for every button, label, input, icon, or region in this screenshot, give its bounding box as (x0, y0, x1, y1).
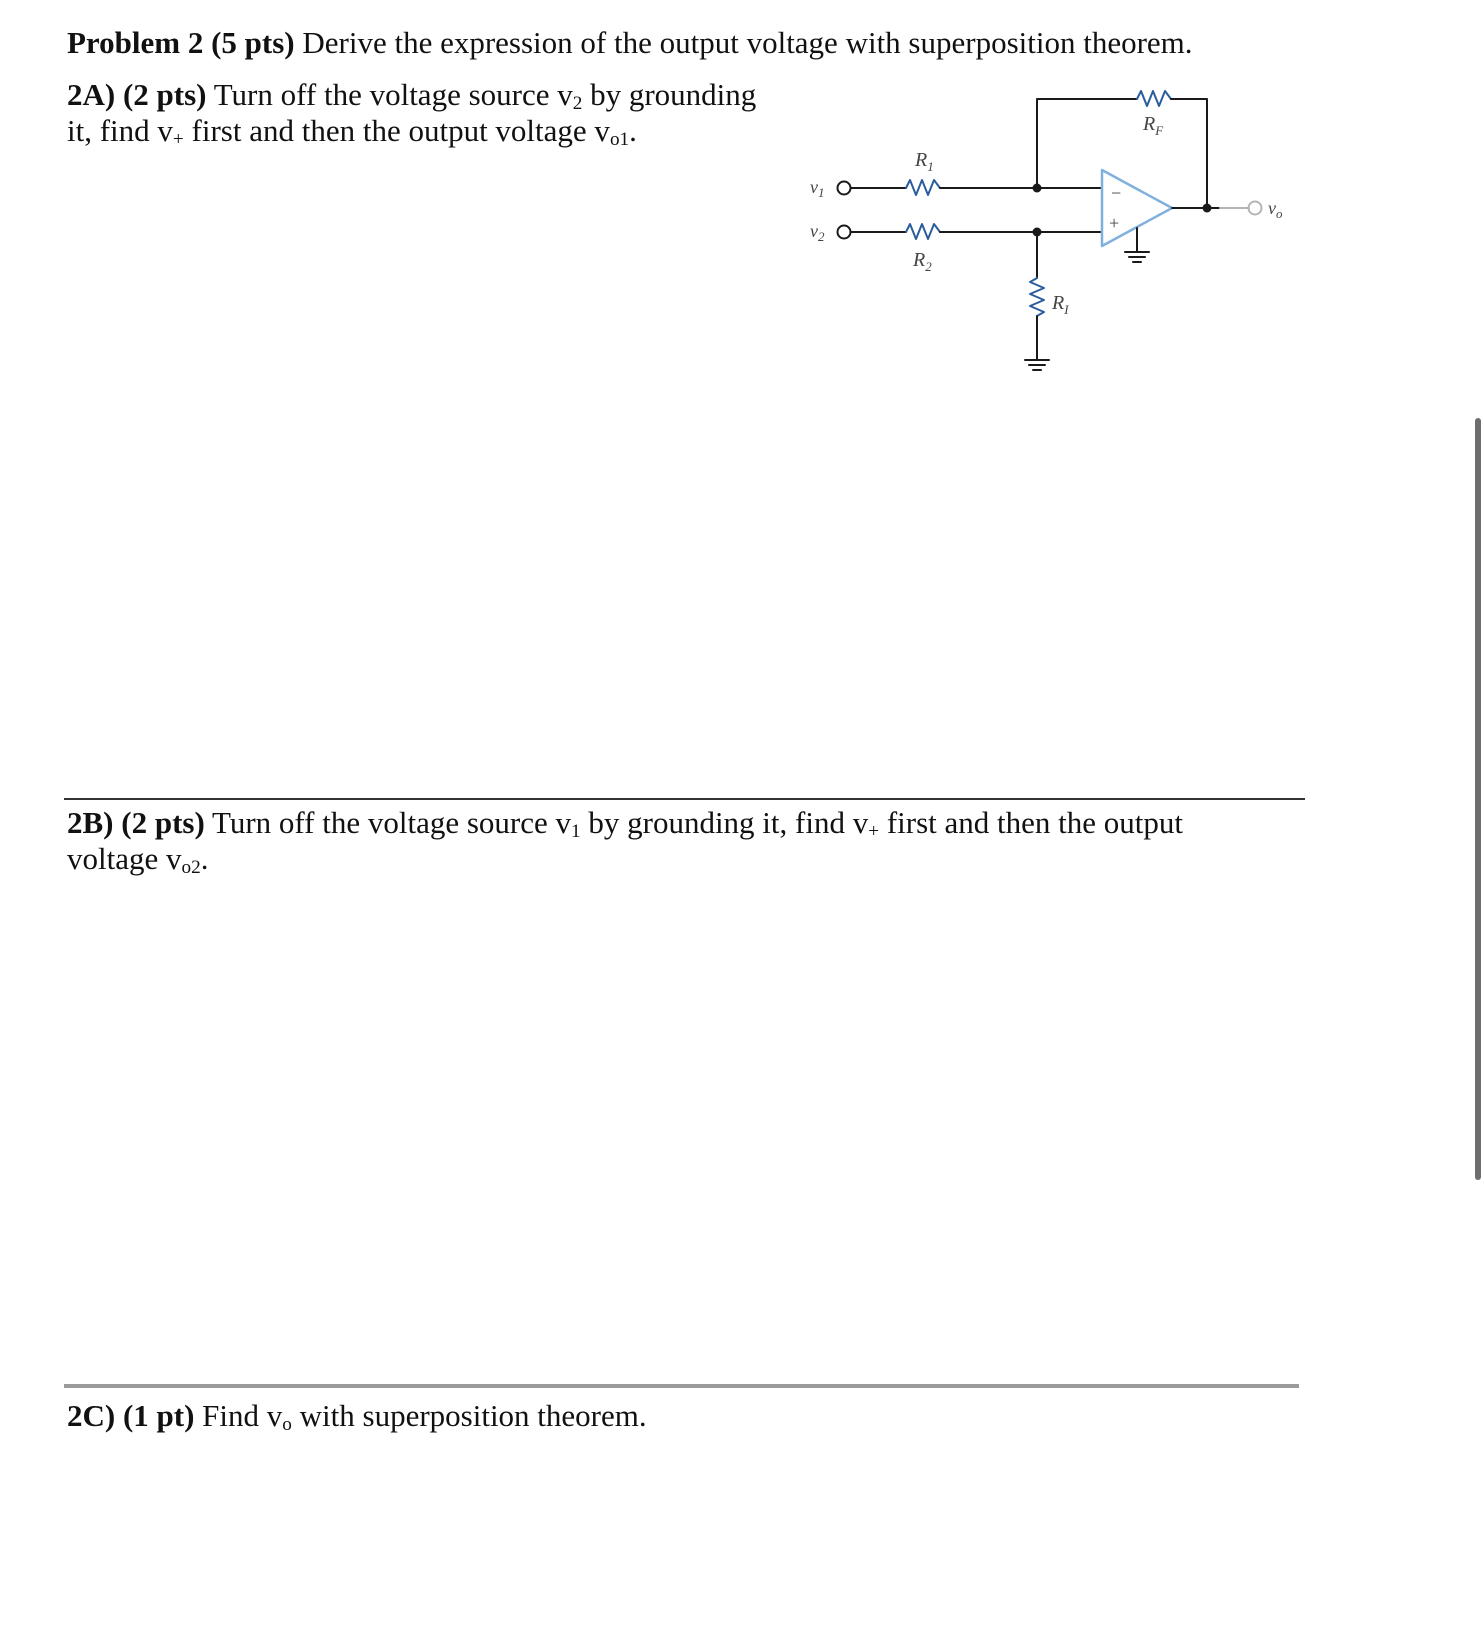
ground-symbol-ri (1025, 360, 1049, 370)
subscript: o1 (609, 129, 630, 150)
part-b-text: Turn off the voltage source v (211, 805, 572, 840)
r1-resistor (906, 180, 940, 195)
v2-label: $v_2$ (810, 221, 825, 244)
part-b-text: voltage v (67, 841, 182, 876)
vertical-scrollbar[interactable] (1475, 418, 1481, 1180)
subscript: + (868, 821, 880, 842)
part-b-text: first and then the output (886, 805, 1183, 840)
ri-label: $R_I$ (1052, 292, 1069, 317)
v1-terminal (838, 182, 851, 195)
subscript: o2 (181, 857, 201, 878)
v2-terminal (838, 226, 851, 239)
part-b-text: by grounding it, find v (588, 805, 869, 840)
subscript: + (172, 129, 184, 150)
part-b-line-2 (67, 840, 208, 877)
part-b-line-1 (67, 804, 1183, 841)
part-a-label: 2A) (2 pts) (67, 77, 207, 112)
part-c-line (67, 1397, 647, 1434)
vo-terminal (1249, 202, 1262, 215)
vo-label: $v_o$ (1268, 198, 1283, 221)
ri-resistor (1030, 278, 1044, 316)
junction-dot (1033, 184, 1042, 193)
junction-dot (1033, 228, 1042, 237)
part-c-text: Find v (202, 1398, 283, 1433)
subscript: 1 (571, 821, 581, 842)
part-a-text: Turn off the voltage source v (213, 77, 573, 112)
subscript: o (282, 1414, 292, 1435)
part-a-line-2 (67, 112, 637, 149)
rf-resistor (1137, 91, 1171, 106)
opamp-plus-sign: + (1109, 213, 1120, 233)
opamp-minus-sign: − (1111, 183, 1122, 203)
junction-dot (1203, 204, 1212, 213)
summing-amplifier-circuit (800, 80, 1300, 400)
r2-resistor (906, 224, 940, 239)
part-a-text: . (629, 113, 637, 148)
part-c-label: 2C) (1 pt) (67, 1398, 195, 1433)
part-a-line-1 (67, 76, 756, 113)
problem-heading (67, 24, 1193, 61)
subscript: 2 (572, 93, 583, 114)
problem-statement: Derive the expression of the output voltage with superposition theorem. (302, 25, 1193, 60)
problem-label: Problem 2 (5 pts) (67, 25, 295, 60)
section-divider (64, 1384, 1299, 1388)
r2-label: $R_2$ (913, 249, 932, 274)
v1-label: $v_1$ (810, 177, 825, 200)
rf-label: $R_F$ (1143, 113, 1164, 138)
r1-label: $R_1$ (915, 149, 934, 174)
part-a-text: it, find v (67, 113, 173, 148)
part-b-text: . (200, 841, 209, 876)
part-c-text: with superposition theorem. (299, 1398, 647, 1433)
part-a-text: by grounding (590, 77, 757, 112)
section-divider (64, 798, 1305, 800)
part-b-label: 2B) (2 pts) (67, 805, 205, 840)
part-a-text: first and then the output voltage v (191, 113, 610, 148)
ground-symbol-opamp (1125, 252, 1149, 262)
